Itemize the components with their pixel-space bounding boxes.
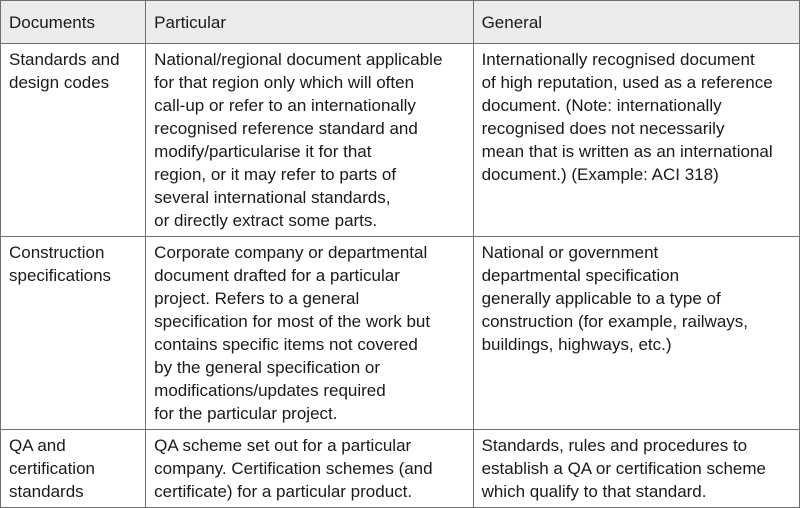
cell-general: National or government departmental specification generally applicable to a type of construction (for example, railways, buildings, highways, etc.) xyxy=(473,237,799,430)
cell-general: Standards, rules and procedures to establish a QA or certification scheme which qualify to that standard. xyxy=(473,430,799,508)
cell-document: QA and certification standards xyxy=(1,430,146,508)
cell-document: Construction specifications xyxy=(1,237,146,430)
cell-general: Internationally recognised document of high reputation, used as a reference document. (Note: internationally recognised does not necessarily mean that is written as an international document.) (Example: ACI 318) xyxy=(473,44,799,237)
header-particular: Particular xyxy=(146,1,473,44)
table-row xyxy=(1,237,800,430)
cell-particular: National/regional document applicable for that region only which will often call-up or refer to an internationally recognised reference standard and modify/particularise it for that region, or it may refer to parts of several international standards, or directly extract some parts. xyxy=(146,44,473,237)
cell-document: Standards and design codes xyxy=(1,44,146,237)
table-header-row xyxy=(1,1,800,44)
table-row xyxy=(1,44,800,237)
cell-particular: Corporate company or departmental document drafted for a particular project. Refers to a general specification for most of the work but contains specific items not covered by the general specification or modifications/updates required for the particular project. xyxy=(146,237,473,430)
table-row xyxy=(1,430,800,508)
cell-particular: QA scheme set out for a particular company. Certification schemes (and certificate) for a particular product. xyxy=(146,430,473,508)
header-general: General xyxy=(473,1,799,44)
header-documents: Documents xyxy=(1,1,146,44)
